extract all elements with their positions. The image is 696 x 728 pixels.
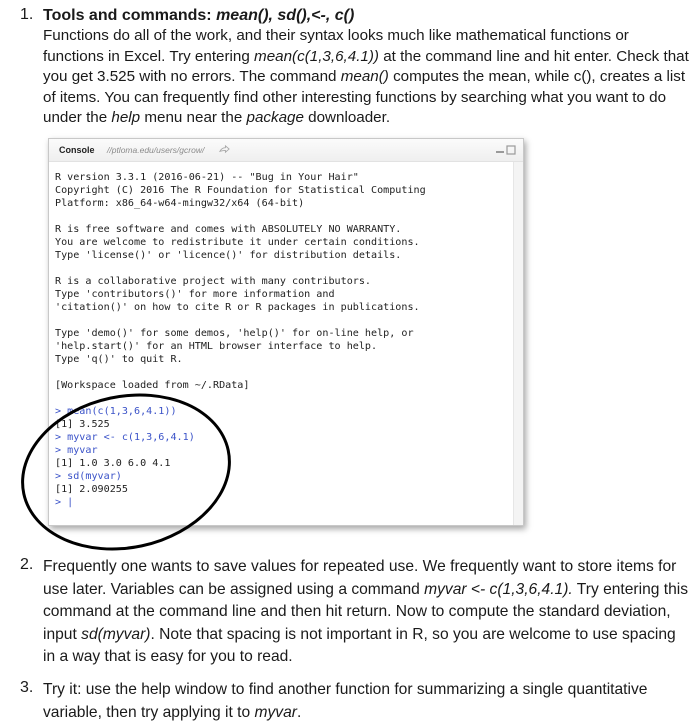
console-command-line: > myvar <- c(1,3,6,4.1) (55, 432, 195, 443)
item-number: 2. (20, 556, 34, 573)
console-blank-line (55, 314, 509, 327)
console-output-line: Type 'license()' or 'licence()' for distribution details. (55, 250, 402, 261)
console-blank-line (55, 262, 509, 275)
paragraph-text: Functions do all of the work, and their syntax looks much like mathematical functions or functions in Excel. Try entering (43, 27, 629, 65)
console-output-line: [1] 2.090255 (55, 484, 128, 495)
console-command-line: > sd(myvar) (55, 471, 122, 482)
console-blank-line (55, 210, 509, 223)
console-output-line: [1] 3.525 (55, 419, 110, 430)
paragraph-text: Try entering this command at the command line and then hit return. Now to compute the standard deviation, input (43, 580, 689, 643)
console-blank-line (55, 392, 509, 405)
console-output-line: Type 'contributors()' for more information and (55, 289, 335, 300)
console-output-line: 'help.start()' for an HTML browser interface to help. (55, 341, 378, 352)
paragraph-text: Frequently one wants to save values for repeated use. We frequently want to store items for use later. Variables can be assigned using a command (43, 558, 677, 598)
paragraph-text: Try it: use the help window to find another function for summarizing a single quantitative variable, then try applying it to (43, 681, 648, 721)
console-output-line: R version 3.3.1 (2016-06-21) -- "Bug in Your Hair" (55, 172, 359, 183)
console-command-line: > mean(c(1,3,6,4.1)) (55, 406, 177, 417)
paragraph-text: at the command line and hit enter. Check that you get 3.525 with no errors. The command (43, 47, 689, 85)
console-output-line: [1] 1.0 3.0 6.0 4.1 (55, 458, 171, 469)
paragraph-text: computes the mean, while c(), creates a list of items. You can frequently find other interesting functions by searching what you want to do under the (43, 68, 686, 126)
console-output-line: You are welcome to redistribute it under certain conditions. (55, 237, 420, 248)
console-output-line: R is free software and comes with ABSOLUTELY NO WARRANTY. (55, 224, 402, 235)
paragraph-text: downloader. (303, 109, 391, 126)
italic-code-text: myvar <- c(1,3,6,4.1). (424, 580, 573, 598)
console-blank-line (55, 366, 509, 379)
paragraph (43, 556, 690, 669)
share-arrow-icon[interactable] (219, 144, 230, 155)
italic-code-text: mean() (340, 68, 389, 85)
console-command-line: > | (55, 497, 74, 508)
console-title: Console (59, 145, 95, 155)
console-output-line: Platform: x86_64-w64-mingw32/x64 (64-bit) (55, 198, 305, 209)
section-heading (43, 6, 690, 26)
console-output-line: R is a collaborative project with many contributors. (55, 276, 372, 287)
console-output-line: [Workspace loaded from ~/.RData] (55, 380, 250, 391)
list-item-2 (14, 556, 690, 669)
italic-code-text: myvar (254, 703, 297, 721)
console-output-line: 'citation()' on how to cite R or R packages in publications. (55, 302, 420, 313)
r-console-window (48, 138, 524, 526)
console-output[interactable] (55, 171, 509, 509)
item-number: 3. (20, 679, 34, 696)
console-output-line: Copyright (C) 2016 The R Foundation for Statistical Computing (55, 185, 426, 196)
paragraph-text: . Note that spacing is not important in R, so you are welcome to use spacing in a way that is easy for you to read. (43, 625, 676, 665)
heading-label: Tools and commands: (43, 7, 217, 24)
paragraph (43, 26, 690, 129)
console-scrollbar[interactable] (513, 162, 523, 525)
console-command-line: > myvar (55, 445, 98, 456)
console-output-line: Type 'q()' to quit R. (55, 354, 183, 365)
list-item-3 (14, 679, 690, 724)
paragraph-text: menu near the (140, 109, 247, 126)
heading-functions: mean(), sd(),<-, c() (216, 7, 355, 24)
window-controls-icon[interactable] (495, 145, 517, 155)
item-number: 1. (20, 6, 34, 23)
paragraph (43, 679, 690, 724)
italic-code-text: mean(c(1,3,6,4.1)) (254, 47, 379, 65)
console-output-line: Type 'demo()' for some demos, 'help()' for on-line help, or (55, 328, 414, 339)
console-titlebar (49, 139, 523, 162)
italic-code-text: package (246, 109, 304, 126)
console-path: //ptloma.edu/users/gcrow/ (107, 145, 205, 155)
italic-code-text: sd(myvar) (81, 625, 151, 643)
list-item-1 (14, 6, 690, 129)
paragraph-text: . (296, 703, 302, 721)
italic-code-text: help (111, 109, 141, 126)
